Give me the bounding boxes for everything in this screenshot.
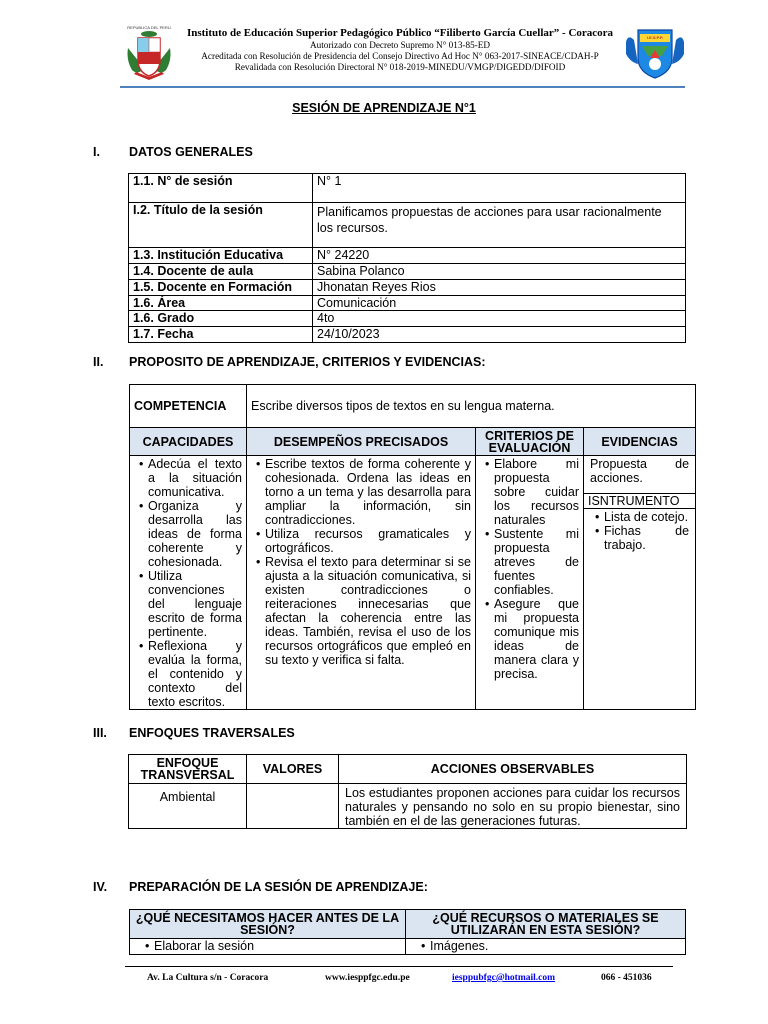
field-label: I.2. Título de la sesión xyxy=(129,203,313,248)
field-label: 1.5. Docente en Formación xyxy=(129,280,313,296)
list-item: • Imágenes. xyxy=(430,939,681,953)
institute-logo xyxy=(624,24,686,80)
competencia-value: Escribe diversos tipos de textos en su lengua materna. xyxy=(247,385,696,428)
column-header: CRITERIOS DE EVALUACIÓN xyxy=(476,428,584,456)
competencia-label: COMPETENCIA xyxy=(130,385,247,428)
field-value: Jhonatan Reyes Rios xyxy=(313,280,686,296)
footer-address: Av. La Cultura s/n - Coracora xyxy=(147,973,269,983)
table-row xyxy=(130,910,686,939)
list-item: • Utiliza convenciones del lenguaje escrito de forma pertinente. xyxy=(148,569,242,639)
table-row xyxy=(130,428,696,456)
table-row xyxy=(129,755,687,784)
criterios-cell xyxy=(476,456,584,710)
list-item: • Escribe textos de forma coherente y cohesionada. Ordena las ideas en torno a un tema y las desarrolla para ampliar la información, sin contradicciones. xyxy=(265,457,471,527)
list-item: • Elabore mi propuesta sobre cuidar los recursos naturales xyxy=(494,457,579,527)
evidencias-cell xyxy=(584,456,696,710)
institution-name: Instituto de Educación Superior Pedagógico Público “Filiberto García Cuellar” - Coracora xyxy=(186,27,614,39)
column-header: ¿QUÉ NECESITAMOS HACER ANTES DE LA SESIÓN? xyxy=(130,910,406,939)
footer-phone: 066 - 451036 xyxy=(601,973,652,983)
list-item: • Reflexiona y evalúa la forma, el contenido y contexto del texto escritos. xyxy=(148,639,242,709)
section-number: IV. xyxy=(93,880,108,894)
field-value: Sabina Polanco xyxy=(313,264,686,280)
institution-header xyxy=(180,26,620,73)
table-row xyxy=(129,296,686,311)
table-row xyxy=(129,327,686,343)
field-label: 1.7. Fecha xyxy=(129,327,313,343)
section-label: ENFOQUES TRAVERSALES xyxy=(129,726,295,740)
table-row xyxy=(130,385,696,428)
list-item: • Adecúa el texto a la situación comunicativa. xyxy=(148,457,242,499)
capacidades-cell xyxy=(130,456,247,710)
table-row xyxy=(129,174,686,203)
table-row xyxy=(129,248,686,264)
field-label: 1.3. Institución Educativa xyxy=(129,248,313,264)
table-row xyxy=(129,264,686,280)
acciones-value: Los estudiantes proponen acciones para cuidar los recursos naturales y pensando no solo en su propio bienestar, sino también en el de las generaciones futuras. xyxy=(339,784,687,829)
section-heading-2 xyxy=(93,355,486,369)
section-label: DATOS GENERALES xyxy=(129,145,253,159)
table-row xyxy=(129,203,686,248)
enfoques-table xyxy=(128,754,687,829)
footer-divider xyxy=(125,966,673,967)
field-value: Comunicación xyxy=(313,296,686,311)
field-label: 1.1. N° de sesión xyxy=(129,174,313,203)
footer-website: www.iesppfgc.edu.pe xyxy=(325,973,410,983)
footer-email-link[interactable]: iesppubfgc@hotmail.com xyxy=(452,973,556,983)
list-item: • Fichas de trabajo. xyxy=(604,524,689,552)
header-divider xyxy=(120,86,685,88)
table-row xyxy=(129,280,686,296)
left-logo-caption: REPUBLICA DEL PERU xyxy=(127,25,171,30)
section-number: II. xyxy=(93,355,104,369)
list-item: • Organiza y desarrolla las ideas de forma coherente y cohesionada. xyxy=(148,499,242,569)
table-row xyxy=(130,939,686,955)
preparacion-left-cell xyxy=(130,939,406,955)
revalidation-line: Revalidada con Resolución Directoral N° 018-2019-MINEDU/VMGP/DIGEDD/DIFOID xyxy=(234,62,566,72)
purpose-table xyxy=(129,384,696,710)
section-heading-4 xyxy=(93,880,428,894)
evidencia-text: Propuesta de acciones. xyxy=(590,457,690,485)
field-label: 1.6. Área xyxy=(129,296,313,311)
column-header: CAPACIDADES xyxy=(130,428,247,456)
valores-value xyxy=(247,784,339,829)
section-label: PREPARACIÓN DE LA SESIÓN DE APRENDIZAJE: xyxy=(129,880,428,894)
preparacion-right-cell xyxy=(406,939,686,955)
list-item: • Sustente mi propuesta atreves de fuentes confiables. xyxy=(494,527,579,597)
field-value: 24/10/2023 xyxy=(313,327,686,343)
table-row xyxy=(129,784,687,829)
desempenos-cell xyxy=(247,456,476,710)
column-header: ACCIONES OBSERVABLES xyxy=(339,755,687,784)
page-title: SESIÓN DE APRENDIZAJE N°1 xyxy=(292,101,476,115)
column-header: ENFOQUE TRANSVERSAL xyxy=(129,755,247,784)
accreditation-line: Acreditada con Resolución de Presidencia del Consejo Directivo Ad Hoc N° 063-2017-SINEACE/CDAH-P xyxy=(201,51,599,61)
section-label: PROPOSITO DE APRENDIZAJE, CRITERIOS Y EVIDENCIAS: xyxy=(129,355,486,369)
list-item: • Asegure que mi propuesta comunique mis ideas de manera clara y precisa. xyxy=(494,597,579,681)
field-value: 4to xyxy=(313,311,686,327)
preparacion-table xyxy=(129,909,686,955)
table-row xyxy=(129,311,686,327)
field-value: N° 24220 xyxy=(313,248,686,264)
section-number: I. xyxy=(93,145,100,159)
list-item: • Revisa el texto para determinar si se ajusta a la situación comunicativa, si existen contradicciones o reiteraciones innecesarias que afectan la coherencia entre las ideas. También, revisa el uso de los recursos ortográficos que empleó en su texto y verifica si falta. xyxy=(265,555,471,667)
section-number: III. xyxy=(93,726,107,740)
section-heading-3 xyxy=(93,726,295,740)
list-item: • Elaborar la sesión xyxy=(154,939,401,953)
section-heading-1 xyxy=(93,145,253,159)
field-label: 1.4. Docente de aula xyxy=(129,264,313,280)
peru-coat-of-arms-logo xyxy=(124,25,174,81)
right-logo-caption: I.E.S.P.P. xyxy=(646,35,664,40)
column-header: EVIDENCIAS xyxy=(584,428,696,456)
column-header: VALORES xyxy=(247,755,339,784)
instrumento-label: ISNTRUMENTO xyxy=(584,493,695,509)
table-row xyxy=(130,456,696,710)
column-header: ¿QUÉ RECURSOS O MATERIALES SE UTILIZARÁN EN ESTA SESIÓN? xyxy=(406,910,686,939)
list-item: • Utiliza recursos gramaticales y ortográficos. xyxy=(265,527,471,555)
column-header: DESEMPEÑOS PRECISADOS xyxy=(247,428,476,456)
list-item: • Lista de cotejo. xyxy=(604,510,689,524)
authorization-line: Autorizado con Decreto Supremo N° 013-85-ED xyxy=(310,40,490,50)
field-value: N° 1 xyxy=(313,174,686,203)
general-data-table xyxy=(128,173,686,343)
field-label: 1.6. Grado xyxy=(129,311,313,327)
field-value: Planificamos propuestas de acciones para usar racionalmente los recursos. xyxy=(313,203,686,248)
enfoque-value: Ambiental xyxy=(129,784,247,829)
